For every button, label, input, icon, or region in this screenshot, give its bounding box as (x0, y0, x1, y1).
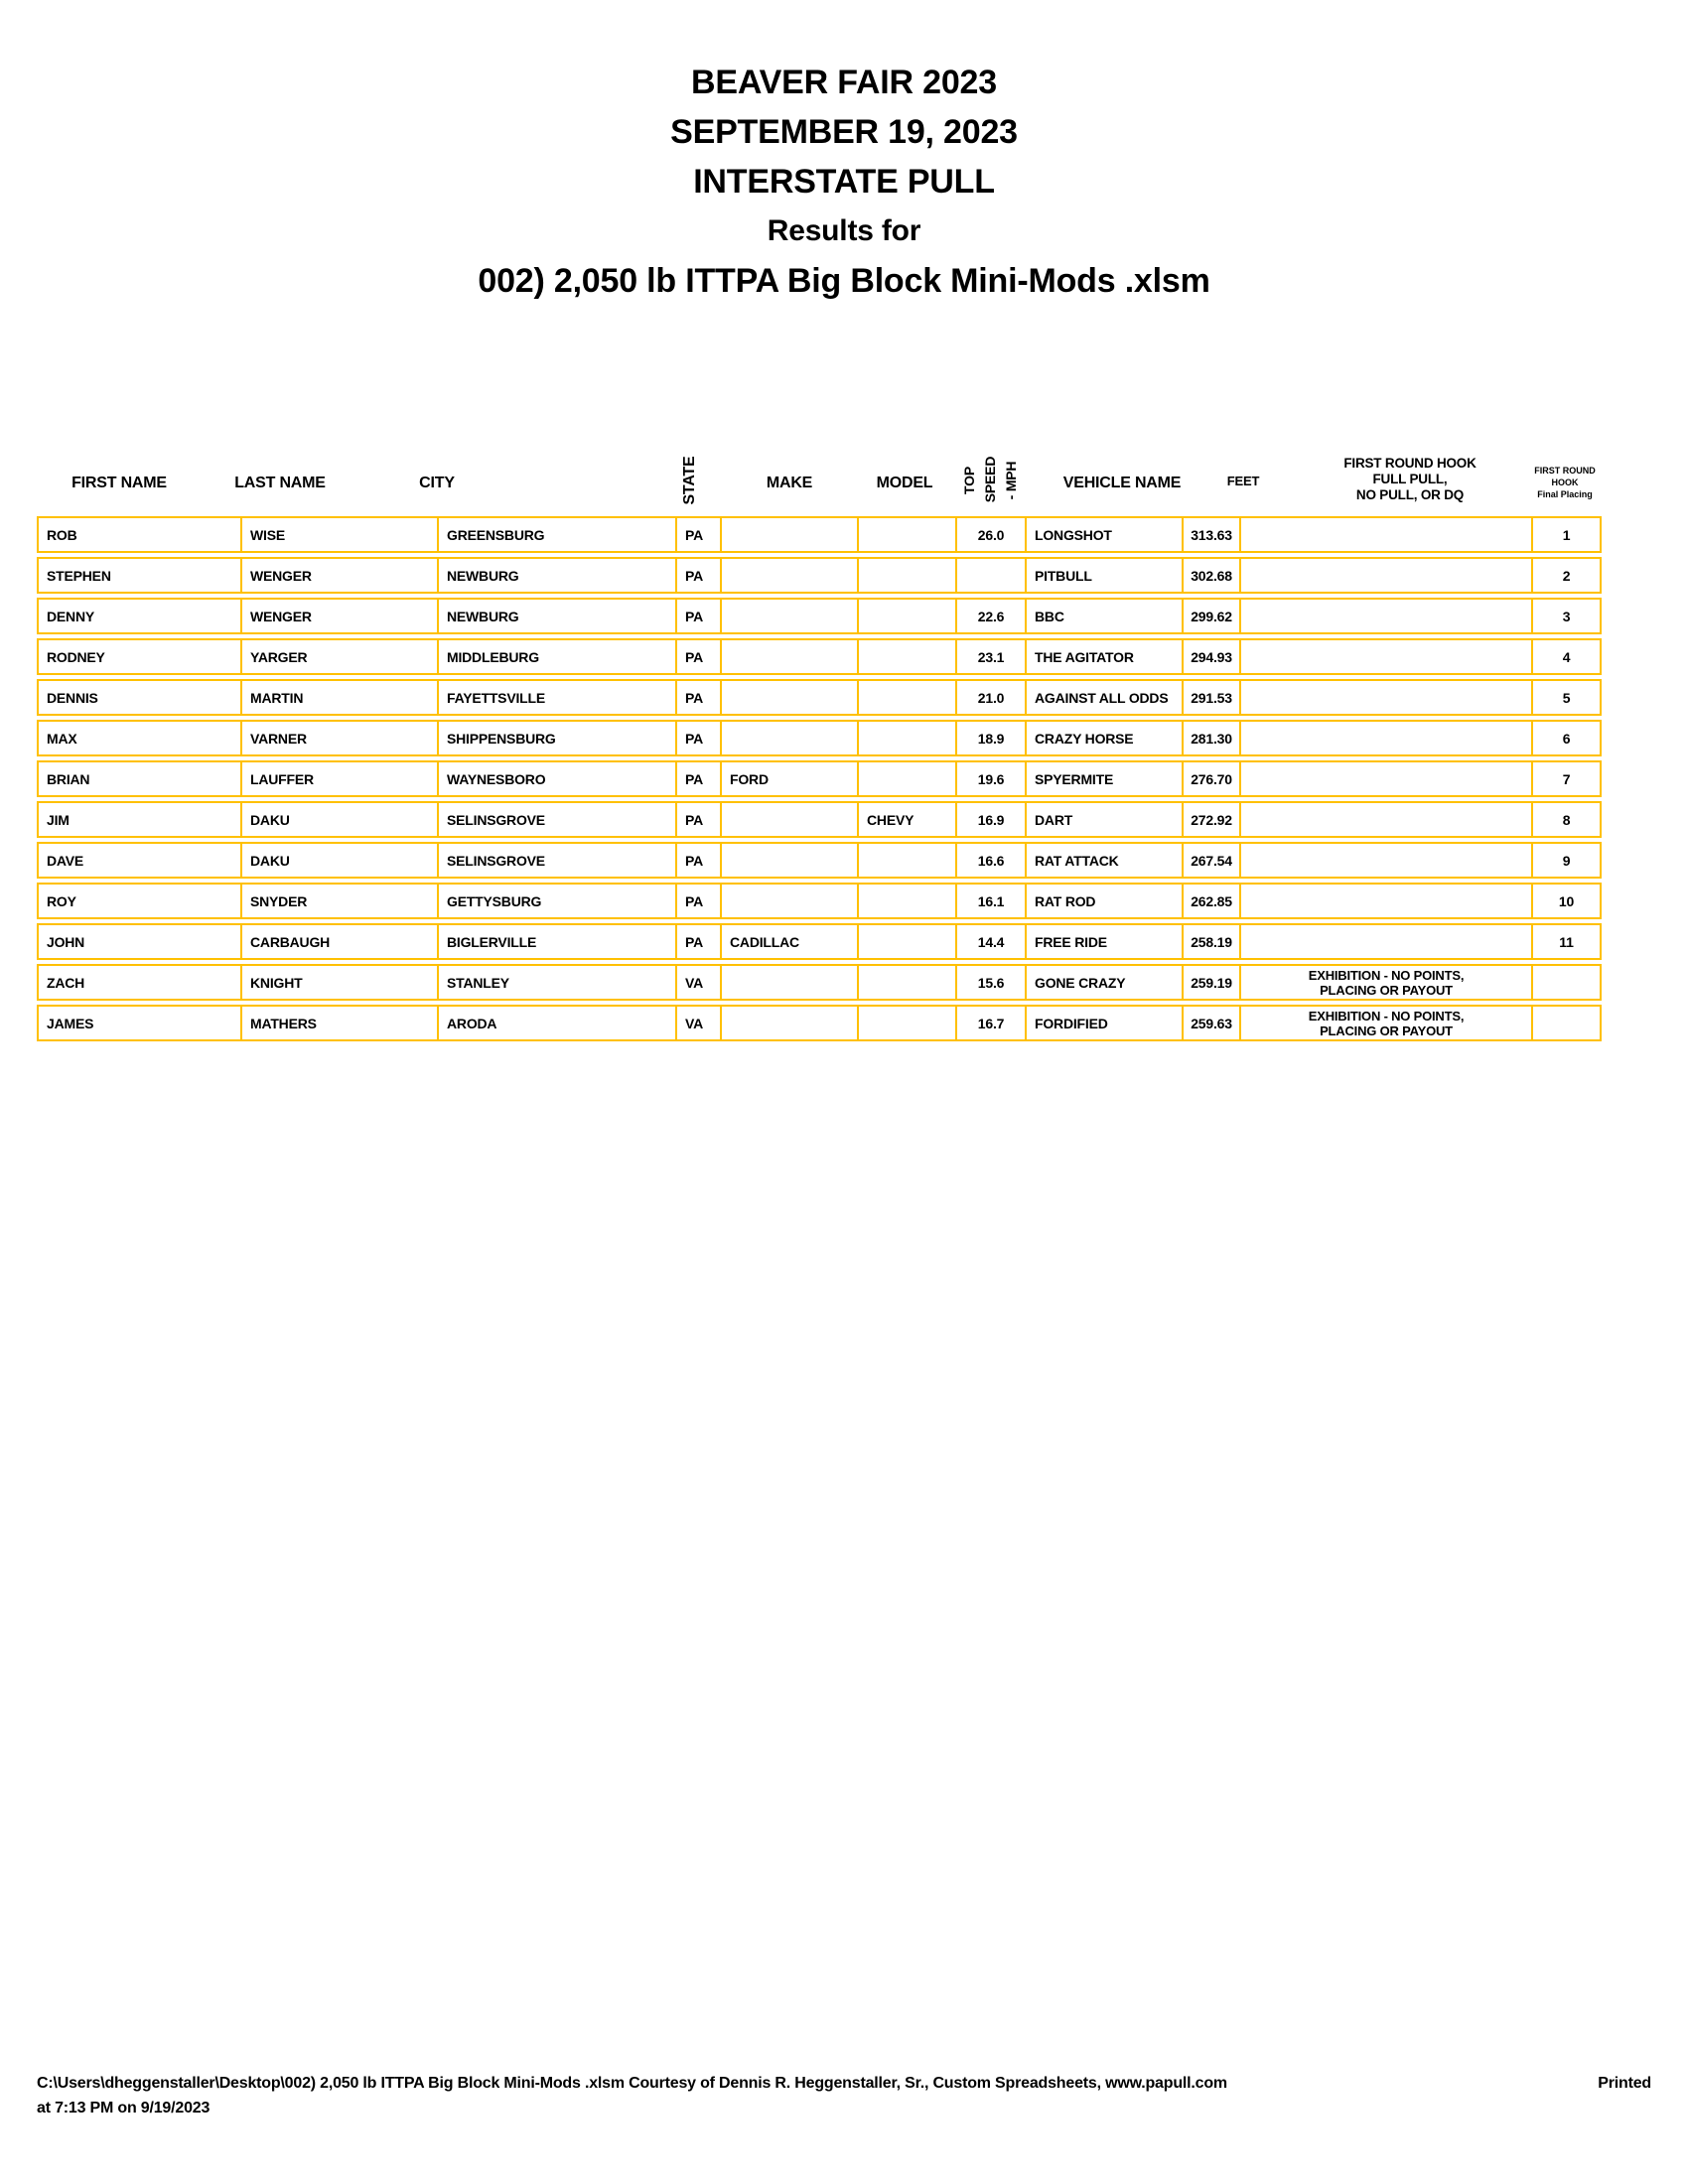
file-path-credit-text: C:\Users\dheggenstaller\Desktop\002) 2,050 lb ITTPA Big Block Mini-Mods .xlsm Courtesy of Dennis R. Heggenstaller, Sr., Custom Spreadsheets, www.papull.com (37, 2075, 1227, 2092)
cell-first: JOHN (39, 925, 242, 958)
cell-first: JAMES (39, 1007, 242, 1039)
cell-model (859, 844, 957, 877)
cell-vehicle: SPYERMITE (1027, 762, 1184, 795)
cell-speed: 14.4 (957, 925, 1027, 958)
cell-feet: 291.53 (1184, 681, 1241, 714)
cell-state: VA (677, 1007, 722, 1039)
cell-make (722, 885, 859, 917)
cell-hook (1241, 762, 1533, 795)
cell-state: PA (677, 925, 722, 958)
col-header-state: STATE (681, 456, 698, 505)
table-row (37, 557, 1602, 594)
cell-hook (1241, 925, 1533, 958)
cell-model (859, 925, 957, 958)
cell-feet: 313.63 (1184, 518, 1241, 551)
cell-hook (1241, 803, 1533, 836)
cell-speed: 16.1 (957, 885, 1027, 917)
cell-first: STEPHEN (39, 559, 242, 592)
cell-city: NEWBURG (439, 600, 677, 632)
cell-model: CHEVY (859, 803, 957, 836)
cell-vehicle: BBC (1027, 600, 1184, 632)
cell-vehicle: FORDIFIED (1027, 1007, 1184, 1039)
cell-first: BRIAN (39, 762, 242, 795)
cell-hook (1241, 518, 1533, 551)
cell-first: ROB (39, 518, 242, 551)
cell-speed (957, 559, 1027, 592)
cell-feet: 299.62 (1184, 600, 1241, 632)
cell-first: ROY (39, 885, 242, 917)
cell-state: PA (677, 722, 722, 754)
cell-feet: 259.63 (1184, 1007, 1241, 1039)
table-row (37, 801, 1602, 838)
printed-timestamp: at 7:13 PM on 9/19/2023 (37, 2100, 211, 2116)
cell-placing: 7 (1562, 770, 1571, 787)
cell-vehicle: THE AGITATOR (1027, 640, 1184, 673)
cell-last: YARGER (242, 640, 439, 673)
cell-model (859, 722, 957, 754)
cell-city: GREENSBURG (439, 518, 677, 551)
table-row (37, 679, 1602, 716)
col-header-final-placing: FIRST ROUND HOOK Final Placing (1534, 466, 1596, 499)
printed-label: Printed (1598, 2075, 1651, 2092)
cell-hook (1241, 722, 1533, 754)
cell-first: MAX (39, 722, 242, 754)
cell-placing: 11 (1559, 933, 1574, 950)
cell-vehicle: FREE RIDE (1027, 925, 1184, 958)
cell-placing: 6 (1562, 730, 1571, 747)
cell-last: SNYDER (242, 885, 439, 917)
cell-model (859, 681, 957, 714)
cell-placing: 5 (1562, 689, 1571, 706)
cell-city: STANLEY (439, 966, 677, 999)
cell-model (859, 885, 957, 917)
cell-city: ARODA (439, 1007, 677, 1039)
cell-model (859, 559, 957, 592)
cell-make (722, 966, 859, 999)
cell-vehicle: RAT ATTACK (1027, 844, 1184, 877)
results-table-body (37, 516, 1602, 1045)
cell-last: MATHERS (242, 1007, 439, 1039)
cell-hook (1241, 681, 1533, 714)
cell-speed: 16.6 (957, 844, 1027, 877)
cell-placing: 8 (1562, 811, 1571, 828)
cell-make (722, 722, 859, 754)
cell-city: SELINSGROVE (439, 844, 677, 877)
cell-make: FORD (722, 762, 859, 795)
table-row (37, 923, 1602, 960)
cell-state: PA (677, 762, 722, 795)
cell-hook (1241, 559, 1533, 592)
cell-feet: 294.93 (1184, 640, 1241, 673)
cell-city: GETTYSBURG (439, 885, 677, 917)
cell-last: DAKU (242, 803, 439, 836)
cell-speed: 16.7 (957, 1007, 1027, 1039)
cell-city: BIGLERVILLE (439, 925, 677, 958)
cell-feet: 258.19 (1184, 925, 1241, 958)
cell-city: NEWBURG (439, 559, 677, 592)
cell-feet: 302.68 (1184, 559, 1241, 592)
cell-hook (1241, 640, 1533, 673)
cell-city: MIDDLEBURG (439, 640, 677, 673)
cell-last: MARTIN (242, 681, 439, 714)
cell-city: FAYETTSVILLE (439, 681, 677, 714)
cell-vehicle: GONE CRAZY (1027, 966, 1184, 999)
cell-last: DAKU (242, 844, 439, 877)
cell-model (859, 518, 957, 551)
cell-feet: 276.70 (1184, 762, 1241, 795)
event-date: SEPTEMBER 19, 2023 (670, 113, 1018, 151)
cell-make (722, 1007, 859, 1039)
cell-make (722, 844, 859, 877)
cell-placing: 9 (1562, 852, 1571, 869)
cell-city: SHIPPENSBURG (439, 722, 677, 754)
cell-state: PA (677, 518, 722, 551)
cell-speed: 19.6 (957, 762, 1027, 795)
cell-last: CARBAUGH (242, 925, 439, 958)
cell-placing: 3 (1562, 608, 1571, 624)
table-row (37, 842, 1602, 879)
cell-feet: 272.92 (1184, 803, 1241, 836)
cell-feet: 281.30 (1184, 722, 1241, 754)
table-row (37, 598, 1602, 634)
table-row (37, 516, 1602, 553)
cell-hook (1241, 966, 1533, 999)
cell-vehicle: RAT ROD (1027, 885, 1184, 917)
cell-first: RODNEY (39, 640, 242, 673)
cell-vehicle: AGAINST ALL ODDS (1027, 681, 1184, 714)
cell-state: PA (677, 844, 722, 877)
cell-placing: 1 (1562, 526, 1571, 543)
cell-hook (1241, 844, 1533, 877)
col-header-top-speed-line1: TOP (961, 467, 977, 494)
cell-state: PA (677, 600, 722, 632)
cell-last: KNIGHT (242, 966, 439, 999)
cell-speed: 16.9 (957, 803, 1027, 836)
cell-make (722, 681, 859, 714)
cell-model (859, 600, 957, 632)
col-header-make: MAKE (766, 475, 813, 491)
cell-first: DENNY (39, 600, 242, 632)
cell-make (722, 803, 859, 836)
cell-city: SELINSGROVE (439, 803, 677, 836)
class-file-title: 002) 2,050 lb ITTPA Big Block Mini-Mods .xlsm (478, 262, 1210, 300)
cell-make (722, 640, 859, 673)
col-header-first-round-hook: FIRST ROUND HOOK FULL PULL, NO PULL, OR DQ (1343, 456, 1477, 502)
cell-state: PA (677, 681, 722, 714)
cell-model (859, 966, 957, 999)
cell-hook (1241, 1007, 1533, 1039)
cell-speed: 15.6 (957, 966, 1027, 999)
cell-first: DENNIS (39, 681, 242, 714)
report-footer (37, 2073, 1651, 2119)
hook-note-text: EXHIBITION - NO POINTS, PLACING OR PAYOUT (1308, 967, 1465, 998)
cell-state: PA (677, 559, 722, 592)
cell-placing: 4 (1562, 648, 1571, 665)
cell-placing (1533, 966, 1600, 999)
results-for-label: Results for (767, 214, 921, 247)
cell-speed: 23.1 (957, 640, 1027, 673)
cell-vehicle: PITBULL (1027, 559, 1184, 592)
cell-state: VA (677, 966, 722, 999)
cell-vehicle: LONGSHOT (1027, 518, 1184, 551)
col-header-top-speed-line3: - MPH (1003, 461, 1019, 500)
cell-last: VARNER (242, 722, 439, 754)
cell-make: CADILLAC (722, 925, 859, 958)
event-type: INTERSTATE PULL (693, 163, 995, 201)
cell-feet: 267.54 (1184, 844, 1241, 877)
table-row (37, 1005, 1602, 1041)
cell-placing: 10 (1558, 892, 1575, 909)
cell-model (859, 640, 957, 673)
table-row (37, 964, 1602, 1001)
cell-vehicle: CRAZY HORSE (1027, 722, 1184, 754)
cell-speed: 22.6 (957, 600, 1027, 632)
table-row (37, 883, 1602, 919)
cell-model (859, 1007, 957, 1039)
cell-last: WISE (242, 518, 439, 551)
cell-speed: 21.0 (957, 681, 1027, 714)
cell-vehicle: DART (1027, 803, 1184, 836)
col-header-vehicle-name: VEHICLE NAME (1062, 475, 1182, 491)
table-row (37, 720, 1602, 756)
col-header-top-speed-line2: SPEED (982, 456, 998, 503)
cell-first: JIM (39, 803, 242, 836)
table-header-row (0, 0, 1688, 514)
cell-hook (1241, 885, 1533, 917)
cell-speed: 26.0 (957, 518, 1027, 551)
cell-city: WAYNESBORO (439, 762, 677, 795)
cell-first: DAVE (39, 844, 242, 877)
cell-speed: 18.9 (957, 722, 1027, 754)
cell-state: PA (677, 885, 722, 917)
cell-make (722, 518, 859, 551)
table-row (37, 760, 1602, 797)
cell-first: ZACH (39, 966, 242, 999)
table-row (37, 638, 1602, 675)
hook-note-text: EXHIBITION - NO POINTS, PLACING OR PAYOUT (1308, 1008, 1465, 1038)
col-header-last-name: LAST NAME (234, 475, 326, 491)
cell-last: WENGER (242, 600, 439, 632)
cell-feet: 259.19 (1184, 966, 1241, 999)
event-title: BEAVER FAIR 2023 (691, 64, 997, 101)
cell-model (859, 762, 957, 795)
cell-make (722, 559, 859, 592)
cell-feet: 262.85 (1184, 885, 1241, 917)
cell-state: PA (677, 640, 722, 673)
col-header-first-name: FIRST NAME (71, 475, 167, 491)
cell-hook (1241, 600, 1533, 632)
cell-placing: 2 (1562, 567, 1571, 584)
col-header-feet: FEET (1226, 474, 1260, 488)
cell-last: WENGER (242, 559, 439, 592)
cell-placing (1533, 1007, 1600, 1039)
cell-state: PA (677, 803, 722, 836)
cell-make (722, 600, 859, 632)
col-header-city: CITY (419, 475, 455, 491)
col-header-model: MODEL (876, 475, 933, 491)
cell-last: LAUFFER (242, 762, 439, 795)
